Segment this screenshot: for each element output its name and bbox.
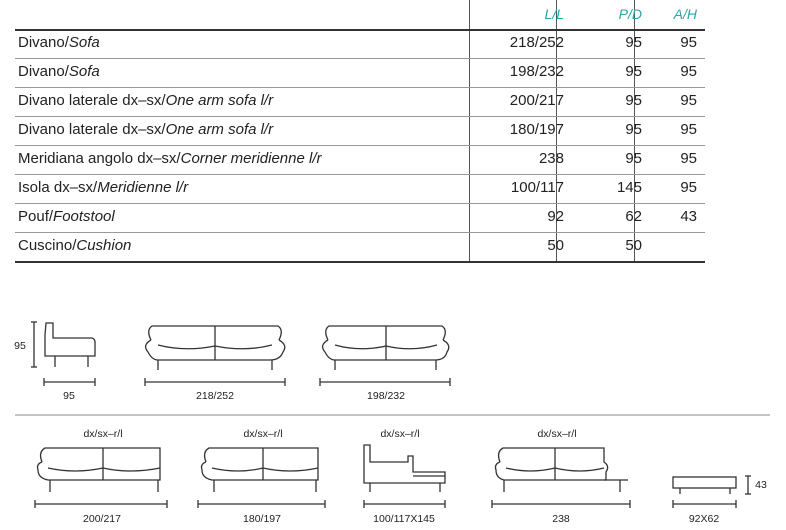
header-depth: P/D [618, 6, 642, 22]
depth-cell: 95 [625, 92, 642, 109]
arm2-dim-label: 180/197 [243, 513, 281, 525]
length-cell: 50 [547, 237, 564, 254]
height-cell: 95 [680, 179, 697, 196]
item-name: Pouf/Footstool [18, 208, 115, 225]
sofa-198-diagram [320, 326, 450, 386]
length-cell: 180/197 [509, 121, 564, 138]
corner-meridienne-diagram [492, 448, 630, 508]
pouf-height-label: 43 [755, 479, 767, 491]
arm1-dim-label: 200/217 [83, 513, 121, 525]
length-cell: 218/252 [509, 34, 564, 51]
pouf-dim-label: 92X62 [688, 513, 720, 525]
item-name: Divano laterale dx–sx/One arm sofa l/r [18, 92, 274, 109]
height-cell: 43 [680, 208, 697, 225]
pouf-diagram [673, 476, 751, 508]
item-name: Divano/Sofa [18, 63, 100, 80]
height-cell: 95 [680, 150, 697, 167]
isola-dim-label: 100/117X145 [373, 513, 435, 525]
depth-cell: 95 [625, 150, 642, 167]
height-cell: 95 [680, 121, 697, 138]
header-length: L/L [544, 6, 564, 22]
depth-cell: 95 [625, 121, 642, 138]
header-height: A/H [673, 6, 697, 22]
height-cell: 95 [680, 34, 697, 51]
depth-cell: 95 [625, 34, 642, 51]
isola-diagram [364, 445, 445, 508]
sofa2-dim-label: 198/232 [367, 390, 405, 402]
item-name: Divano/Sofa [18, 34, 100, 51]
corner-dim-label: 238 [552, 513, 570, 525]
length-cell: 198/232 [509, 63, 564, 80]
one-arm-sofa-200-diagram [35, 448, 167, 508]
item-name: Isola dx–sx/Meridienne l/r [18, 179, 189, 196]
corner-dxsx-label: dx/sx–r/l [537, 428, 577, 440]
depth-cell: 62 [625, 208, 642, 225]
side-height-label: 95 [14, 340, 26, 352]
depth-cell: 50 [625, 237, 642, 254]
one-arm-sofa-180-diagram [198, 448, 325, 508]
length-cell: 238 [538, 150, 564, 167]
height-cell: 95 [680, 63, 697, 80]
sofa1-dim-label: 218/252 [196, 390, 234, 402]
depth-cell: 145 [616, 179, 642, 196]
item-name: Meridiana angolo dx–sx/Corner meridienne l/r [18, 150, 322, 167]
isola-dxsx-label: dx/sx–r/l [380, 428, 420, 440]
side-view-diagram [31, 322, 95, 386]
arm1-dxsx-label: dx/sx–r/l [83, 428, 123, 440]
arm2-dxsx-label: dx/sx–r/l [243, 428, 283, 440]
height-cell: 95 [680, 92, 697, 109]
side-depth-label: 95 [63, 390, 75, 402]
item-name: Cuscino/Cushion [18, 237, 132, 254]
item-name: Divano laterale dx–sx/One arm sofa l/r [18, 121, 274, 138]
depth-cell: 95 [625, 63, 642, 80]
length-cell: 200/217 [509, 92, 564, 109]
sofa-218-diagram [145, 326, 285, 386]
length-cell: 92 [547, 208, 564, 225]
length-cell: 100/117 [510, 179, 564, 196]
